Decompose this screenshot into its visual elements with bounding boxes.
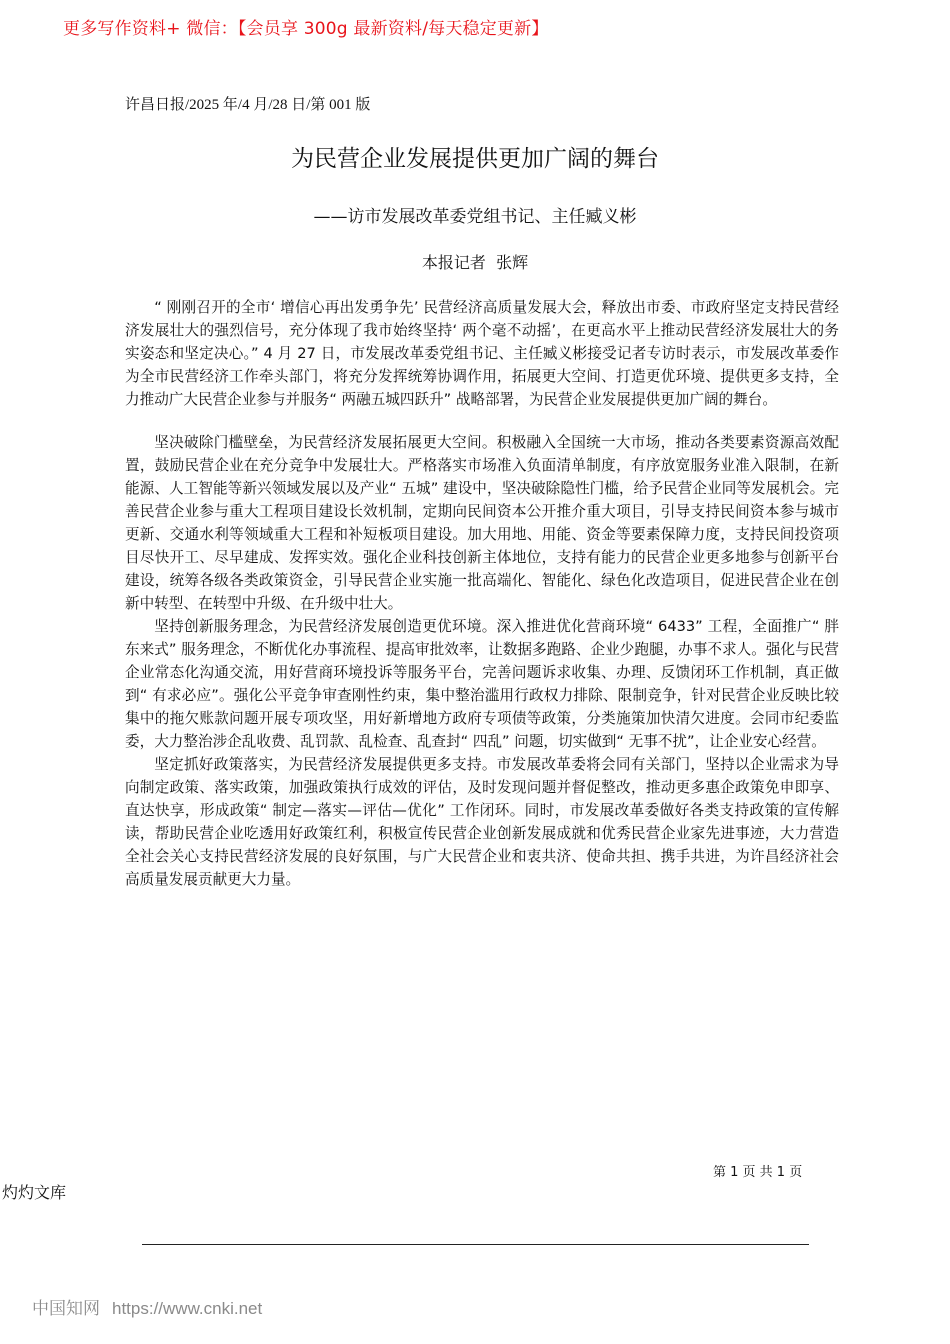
page-number: 第 1 页 共 1 页 xyxy=(713,1165,803,1180)
article-subtitle: ——访市发展改革委党组书记、主任臧义彬 xyxy=(313,207,637,227)
article-body xyxy=(125,296,839,891)
paragraph: 坚持创新服务理念，为民营经济发展创造更优环境。深入推进优化营商环境“ 6433” 工程，全面推广“ 胖东来式” 服务理念，不断优化办事流程、提高审批效率，让数据多跑路、企业少跑腿，办事不求人。强化与民营企业常态化沟通交流，用好营商环境投诉等服务平台，完善问题诉求收集、办理、反馈闭环工作机制，真正做到“ 有求必应”。强化公平竞争审查刚性约束，集中整治滥用行政权力排除、限制竞争，针对民营企业反映比较集中的拖欠账款问题开展专项攻坚，用好新增地方政府专项债等政策，分类施策加快清欠进度。会同市纪委监委，大力整治涉企乱收费、乱罚款、乱检查、乱查封“ 四乱” 问题，切实做到“ 无事不扰”，让企业安心经营。 xyxy=(125,618,839,750)
watermark xyxy=(32,1294,262,1319)
source-line: 许昌日报/2025 年/4 月/28 日/第 001 版 xyxy=(125,97,371,113)
library-name: 灼灼文库 xyxy=(2,1183,67,1202)
footer-divider xyxy=(142,1244,809,1245)
paragraph: “ 刚刚召开的全市‘ 增信心再出发勇争先’ 民营经济高质量发展大会，释放出市委、市政府坚定支持民营经济发展壮大的强烈信号，充分体现了我市始终坚持‘ 两个毫不动摇’，在更高水平上推动民营经济发展壮大的务实姿态和坚定决心。” 4 月 27 日，市发展改革委党组书记、主任臧义彬接受记者专访时表示，市发展改革委作为全市民营经济工作牵头部门，将充分发挥统筹协调作用，拓展更大空间、打造更优环境、提供更多支持，全力推动广大民营企业参与并服务“ 两融五城四跃升” 战略部署，为民营企业发展提供更加广阔的舞台。 xyxy=(125,299,839,408)
watermark-url: https://www.cnki.net xyxy=(112,1299,263,1318)
promo-banner: 更多写作资料+ 微信：【会员享 300g 最新资料/每天稳定更新】 xyxy=(63,19,549,39)
watermark-site: 中国知网 xyxy=(32,1299,100,1318)
article-title: 为民营企业发展提供更加广阔的舞台 xyxy=(291,146,659,172)
paragraph: 坚决破除门槛壁垒，为民营经济发展拓展更大空间。积极融入全国统一大市场，推动各类要素资源高效配置，鼓励民营企业在充分竞争中发展壮大。严格落实市场准入负面清单制度，有序放宽服务业准入限制，在新能源、人工智能等新兴领域发展以及产业“ 五城” 建设中，坚决破除隐性门槛，给予民营企业同等发展机会。完善民营企业参与重大工程项目建设长效机制，定期向民间资本公开推介重大项目，引导支持民间资本参与城市更新、交通水利等领域重大工程和补短板项目建设。加大用地、用能、资金等要素保障力度，支持民间投资项目尽快开工、尽早建成、发挥实效。强化企业科技创新主体地位，支持有能力的民营企业更多地参与创新平台建设，统筹各级各类政策资金，引导民营企业实施一批高端化、智能化、绿色化改造项目，促进民营企业在创新中转型、在转型中升级、在升级中壮大。 xyxy=(125,434,839,612)
article-byline: 本报记者 张辉 xyxy=(421,253,529,272)
paragraph: 坚定抓好政策落实，为民营经济发展提供更多支持。市发展改革委将会同有关部门，坚持以企业需求为导向制定政策、落实政策，加强政策执行成效的评估，及时发现问题并督促整改，推动更多惠企政策免申即享、直达快享，形成政策“ 制定—落实—评估—优化” 工作闭环。同时，市发展改革委做好各类支持政策的宣传解读，帮助民营企业吃透用好政策红利，积极宣传民营企业创新发展成就和优秀民营企业家先进事迹，大力营造全社会关心支持民营经济发展的良好氛围，与广大民营企业和衷共济、使命共担、携手共进，为许昌经济社会高质量发展贡献更大力量。 xyxy=(125,756,839,888)
